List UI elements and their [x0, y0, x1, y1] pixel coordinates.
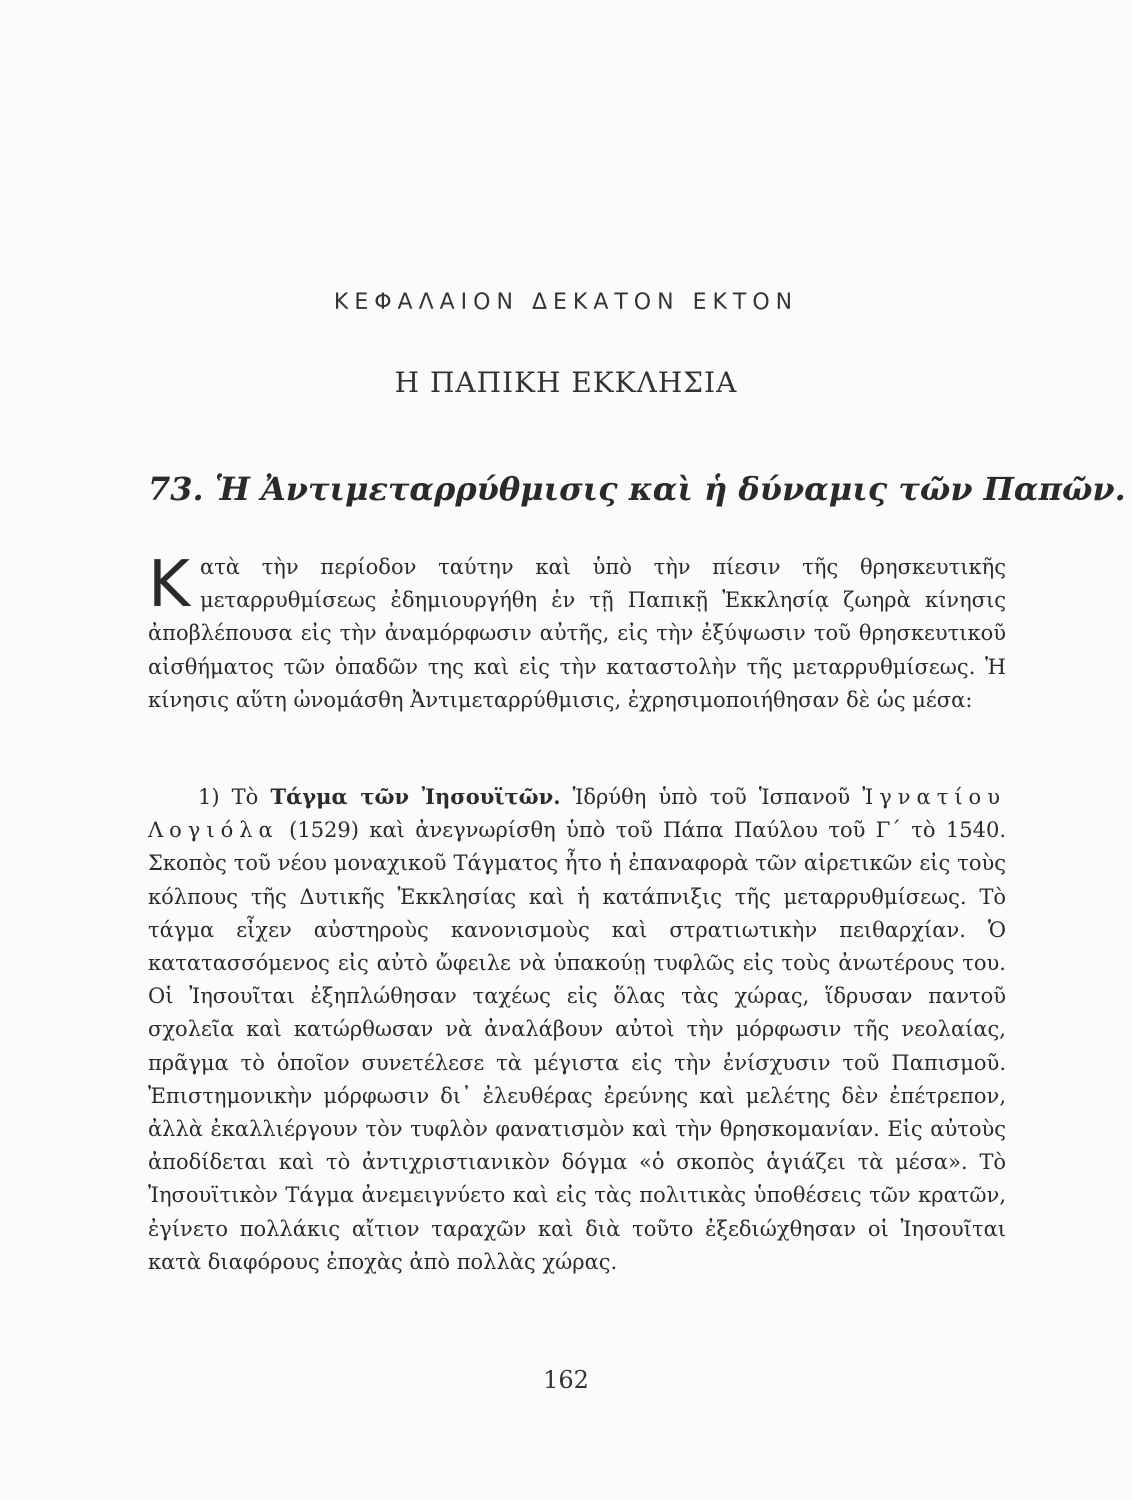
paragraph-jesuits-text-a: Ἱδρύθη ὑπὸ τοῦ Ἱσπανοῦ	[572, 785, 851, 809]
paragraph-intro	[148, 548, 1006, 717]
chapter-heading: ΚΕΦΑΛΑΙΟΝ ΔΕΚΑΤΟΝ ΕΚΤΟΝ	[333, 290, 799, 315]
list-number: 1)	[198, 785, 220, 809]
page-number: 162	[543, 1366, 589, 1394]
paragraph-jesuits-text-b: (1529) καὶ ἀνεγνωρίσθη ὑπὸ τοῦ Πάπα Παύλου τοῦ Γ΄ τὸ 1540. Σκοπὸς τοῦ νέου μοναχικοῦ Τάγματος ἦτο ἡ ἐπαναφορὰ τῶν αἱρετικῶν εἰς τοὺς κόλπους τῆς Δυτικῆς Ἐκκλησίας καὶ ἡ κατάπνιξις τῆς μεταρρυθμίσεως. Τὸ τάγμα εἶχεν αὐστηροὺς κανονισμοὺς καὶ στρατιωτικὴν πειθαρχίαν. Ὁ κατατασσόμενος εἰς αὐτὸ ὤφειλε νὰ ὑπακούῃ τυφλῶς εἰς τοὺς ἀνωτέρους του. Οἱ Ἰησουῖται ἐξηπλώθησαν ταχέως εἰς ὅλας τὰς χώρας, ἵδρυσαν παντοῦ σχολεῖα καὶ κατώρθωσαν νὰ ἀναλάβουν αὐτοὶ τὴν μόρφωσιν τῆς νεολαίας, πρᾶγμα τὸ ὁποῖον συνετέλεσε τὰ μέγιστα εἰς τὴν ἐνίσχυσιν τοῦ Παπισμοῦ. Ἐπιστημονικὴν μόρφωσιν δι᾿ ἐλευθέρας ἐρεύνης καὶ μελέτης δὲν ἐπέτρεπον, ἀλλὰ ἐκαλλιέργουν τὸν τυφλὸν φανατισμὸν καὶ τὴν θρησκομανίαν. Εἰς αὐτοὺς ἀποδίδεται καὶ τὸ ἀντιχριστιανικὸν δόγμα «ὁ σκοπὸς ἁγιάζει τὰ μέσα». Τὸ Ἰησουϊτικὸν Τάγμα ἀνεμειγνύετο καὶ εἰς τὰς πολιτικὰς ὑποθέσεις τῶν κρατῶν, ἐγίνετο πολλάκις αἴτιον ταραχῶν καὶ διὰ τοῦτο ἐξεδιώχθησαν οἱ Ἰησουῖται κατὰ διαφόρους ἐποχὰς ἀπὸ πολλὰς χώρας.	[148, 818, 1007, 1274]
name-spaced: Ἰγνατίου Λογιόλα	[148, 785, 1006, 843]
page-title: Η ΠΑΠΙΚΗ ΕΚΚΛΗΣΙΑ	[394, 366, 738, 399]
lead-plain: Τὸ	[231, 785, 259, 809]
lead-bold: Τάγμα τῶν Ἰησουϊτῶν.	[270, 784, 561, 809]
drop-cap: Κ	[148, 548, 190, 622]
paragraph-intro-text: ατὰ τὴν περίοδον ταύτην καὶ ὑπὸ τὴν πίεσιν τῆς θρησκευτικῆς μεταρρυθμίσεως ἐδημιουργήθη ἐν τῇ Παπικῇ Ἐκκλησίᾳ ζωηρὰ κίνησις ἀποβλέπουσα εἰς τὴν ἀναμόρφωσιν αὐτῆς, εἰς τὴν ἐξύψωσιν τοῦ θρησκευτικοῦ αἰσθήματος τῶν ὀπαδῶν της καὶ εἰς τὴν καταστολὴν τῆς μεταρρυθμίσεως. Ἡ κίνησις αὕτη ὠνομάσθη Ἀντιμεταρρύθμισις, ἐχρησιμοποιήθησαν δὲ ὡς μέσα:	[148, 555, 1006, 712]
paragraph-jesuits	[148, 780, 1006, 1279]
section-title: 73. Ἡ Ἀντιμεταρρύθμισις καὶ ἡ δύναμις τῶν Παπῶν.	[148, 470, 1126, 508]
